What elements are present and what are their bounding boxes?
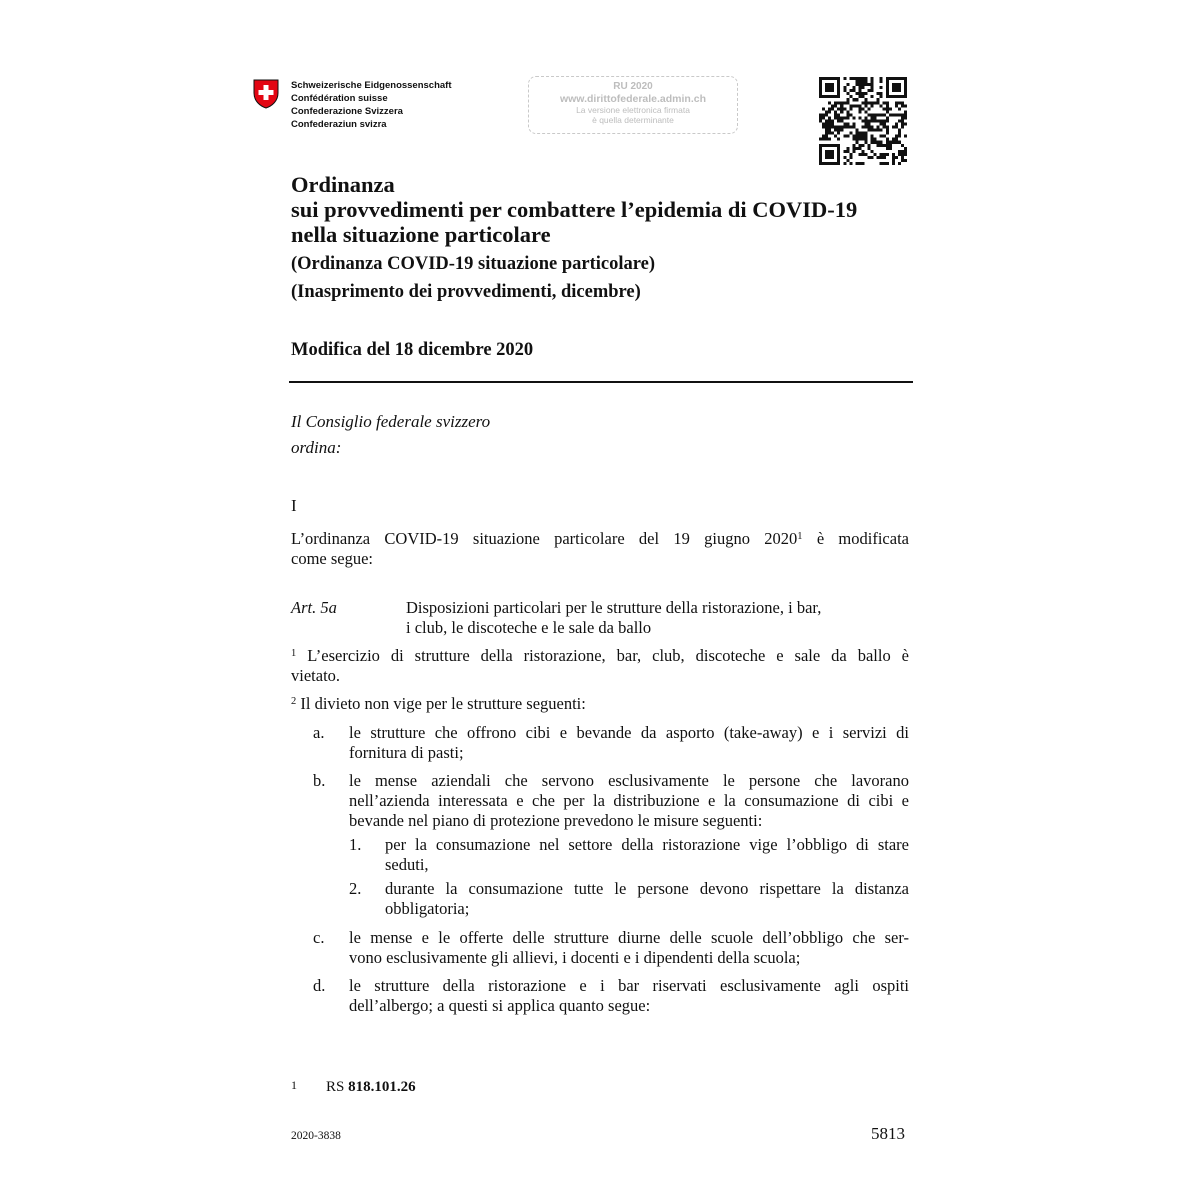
enacting-authority: Il Consiglio federale svizzero <box>291 412 491 431</box>
paragraph-line <box>291 646 909 666</box>
confederation-name-fr: Confédération suisse <box>291 93 388 104</box>
sub-item-marker: 1. <box>349 835 362 854</box>
paragraph-text: è modificata <box>802 529 909 548</box>
title-divider <box>289 381 913 383</box>
list-item-line: dell’albergo; a questi si applica quanto segue: <box>349 996 651 1015</box>
subject-title: (Inasprimento dei provvedimenti, dicembre) <box>291 282 641 302</box>
list-item <box>349 928 909 968</box>
paragraph-number: 1 <box>291 648 297 659</box>
section-paragraph <box>291 529 909 569</box>
title-line: sui provvedimenti per combattere l’epidemia di COVID-19 <box>291 197 858 222</box>
confederation-name-rm: Confederaziun svizra <box>291 119 387 130</box>
sub-item <box>385 879 909 919</box>
swiss-coat-of-arms-icon <box>253 79 279 109</box>
list-item-line: le mense aziendali che servono esclusivamente le persone che lavorano <box>349 771 909 790</box>
list-item-marker: c. <box>313 928 325 947</box>
article-number: Art. 5a <box>291 598 337 617</box>
qr-code-icon <box>819 77 907 165</box>
enacting-verb: ordina: <box>291 438 342 457</box>
section-number: I <box>291 496 297 515</box>
paragraph-line: vietato. <box>291 666 341 685</box>
paragraph-text: L’ordinanza COVID-19 situazione particolare del 19 giugno 2020 <box>291 529 798 548</box>
confederation-names <box>291 79 452 131</box>
list-item-line: nell’azienda interessata e che per la distribuzione e la consumazione di cibi e <box>349 791 909 810</box>
short-title: (Ordinanza COVID-19 situazione particolare) <box>291 254 655 274</box>
confederation-name-it: Confederazione Svizzera <box>291 106 403 117</box>
sub-item-line: durante la consumazione tutte le persone devono rispettare la distanza <box>385 879 909 898</box>
official-stamp <box>528 76 738 134</box>
footnote-number: 1 <box>291 1078 297 1092</box>
article-paragraph-1 <box>291 646 909 686</box>
list-item-line: bevande nel piano di protezione prevedono le misure seguenti: <box>349 811 763 830</box>
list-item <box>349 723 909 763</box>
document-id: 2020-3838 <box>291 1130 341 1142</box>
article-title-line: i club, le discoteche e le sale da ballo <box>406 618 652 637</box>
stamp-note-line1: La versione elettronica firmata <box>576 105 690 115</box>
stamp-website: www.dirittofederale.admin.ch <box>559 93 707 105</box>
document-title <box>291 172 857 247</box>
sub-item <box>385 835 909 875</box>
footnote-ref[interactable]: 1 <box>797 531 803 542</box>
sub-item-line: seduti, <box>385 855 429 874</box>
sub-item-line: obbligatoria; <box>385 899 470 918</box>
list-item-line: fornitura di pasti; <box>349 743 464 762</box>
footnote-reference: 818.101.26 <box>348 1079 416 1095</box>
list-item-line: le strutture che offrono cibi e bevande da asporto (take-away) e i servizi di <box>349 723 909 742</box>
list-item <box>349 976 909 1016</box>
paragraph-line <box>291 694 909 714</box>
list-item-line: vono esclusivamente gli allievi, i docenti e i dipendenti della scuola; <box>349 948 801 967</box>
article-paragraph-2 <box>291 694 909 714</box>
footnote-prefix: RS <box>326 1079 349 1095</box>
stamp-note-line2: è quella determinante <box>592 115 674 125</box>
list-item-marker: d. <box>313 976 326 995</box>
article-title <box>406 598 821 638</box>
page-number: 5813 <box>871 1124 905 1143</box>
paragraph-line <box>291 529 909 549</box>
paragraph-number: 2 <box>291 696 297 707</box>
list-item-marker: a. <box>313 723 325 742</box>
title-line: nella situazione particolare <box>291 222 551 247</box>
paragraph-text: Il divieto non vige per le strutture seguenti: <box>296 694 586 713</box>
list-item-marker: b. <box>313 771 326 790</box>
article-title-line: Disposizioni particolari per le strutture della ristorazione, i bar, <box>406 598 822 617</box>
sub-item-line: per la consumazione nel settore della ristorazione vige l’obbligo di stare <box>385 835 909 854</box>
list-item <box>349 771 909 831</box>
paragraph-text: L’esercizio di strutture della ristorazione, bar, club, discoteche e sale da ballo è <box>296 646 909 665</box>
title-line: Ordinanza <box>291 172 395 197</box>
stamp-collection: RU 2020 <box>613 81 653 92</box>
list-item-line: le strutture della ristorazione e i bar riservati esclusivamente agli ospiti <box>349 976 909 995</box>
sub-item-marker: 2. <box>349 879 362 898</box>
footnote-text <box>326 1079 416 1096</box>
paragraph-line: come segue: <box>291 549 374 568</box>
confederation-name-de: Schweizerische Eidgenossenschaft <box>291 80 452 91</box>
list-item-line: le mense e le offerte delle strutture diurne delle scuole dell’obbligo che ser- <box>349 928 909 947</box>
modification-date: Modifica del 18 dicembre 2020 <box>291 340 534 360</box>
